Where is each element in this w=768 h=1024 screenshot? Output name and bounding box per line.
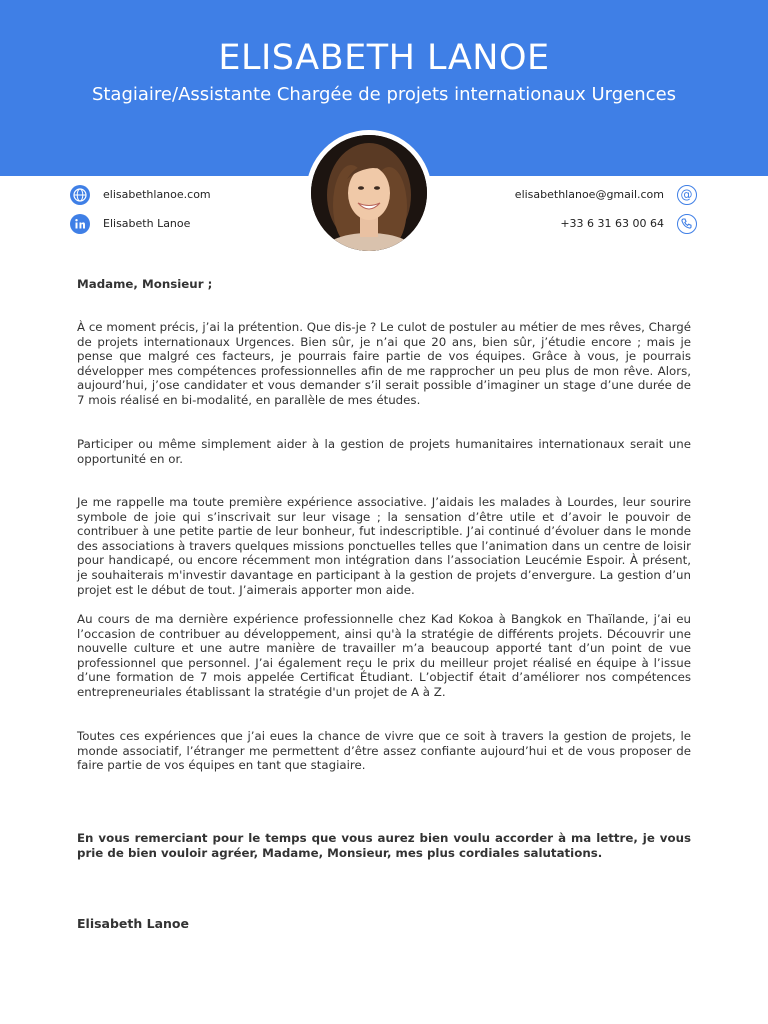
email-link[interactable]: elisabethlanoe@gmail.com [514,188,664,201]
signature: Elisabeth Lanoe [77,916,189,931]
paragraph-intro: À ce moment précis, j’ai la prétention. Que dis-je ? Le culot de postuler au métier de mes rêves, Chargé de projets internationaux Urgences. Bien sûr, je n’ai que 20 ans, bien sûr, j’étudie encore ; mais je pense que malgré ces facteurs, je pourrais faire partie de vos équipes. Grâce à vous, je pourrais développer mes compétences professionnelles afin de me rapprocher un peu plus de mon rêve. Alors, aujourd’hui, j’ose candidater et vous demander s’il serait possible d’imaginer un stage d’une durée de 7 mois réalisé en bi-modalité, en parallèle de mes études. [77,320,691,407]
closing-formula: En vous remerciant pour le temps que vous aurez bien voulu accorder à ma lettre, je vous prie de bien vouloir agréer, Madame, Monsieur, mes plus cordiales salutations. [77,831,691,860]
avatar [311,135,427,251]
linkedin-icon [70,214,90,234]
paragraph-associative-experience: Je me rappelle ma toute première expérience associative. J’aidais les malades à Lourdes, leur sourire symbole de joie qui s’inscrivait sur leur visage ; la sensation d’être utile et d’avoir le pouvoir de contribuer à une petite partie de leur bonheur, fut indescriptible. J’ai continué d’évoluer dans le monde des associations à travers quelques missions ponctuelles telles que l’animation dans un centre de loisir pour handicapé, ou encore récemment mon intégration dans l’association Leucémie Espoir. À présent, je souhaiterais m'investir davantage en participant à la gestion de projets d’envergure. La gestion d’un projet est le début de tout. J’aimerais apporter mon aide. [77,495,691,597]
job-title: Stagiaire/Assistante Chargée de projets internationaux Urgences [91,84,677,105]
website-link[interactable]: elisabethlanoe.com [103,188,211,201]
applicant-name: ELISABETH LANOE [218,38,550,78]
globe-icon [70,185,90,205]
paragraph-professional-experience: Au cours de ma dernière expérience professionnelle chez Kad Kokoa à Bangkok en Thaïlande, j’ai eu l’occasion de contribuer au développement, ainsi qu'à la stratégie de différents projets. Découvrir une nouvelle culture et une autre manière de travailler m’a beaucoup apporté tant d’un point de vue professionnel que personnel. J’ai également reçu le prix du meilleur projet réalisé en équipe à l’issue d’une formation de 7 mois appelée Certificat Étudiant. L’objectif était d’améliorer nos compétences entrepreneuriales établissant la stratégie d'un projet de A à Z. [77,612,691,699]
paragraph-opportunity: Participer ou même simplement aider à la gestion de projets humanitaires internationaux serait une opportunité en or. [77,437,691,466]
at-sign-icon [677,185,697,205]
phone-icon [677,214,697,234]
svg-text:@: @ [680,187,693,202]
paragraph-conclusion: Toutes ces expériences que j’ai eues la chance de vivre que ce soit à travers la gestion de projets, le monde associatif, l’étranger me permettent d’être assez confiante aujourd’hui et de vous proposer de faire partie de vos équipes en tant que stagiaire. [77,729,691,773]
linkedin-link[interactable]: Elisabeth Lanoe [103,217,191,230]
phone-number[interactable]: +33 6 31 63 00 64 [560,217,664,230]
greeting: Madame, Monsieur ; [77,277,213,291]
